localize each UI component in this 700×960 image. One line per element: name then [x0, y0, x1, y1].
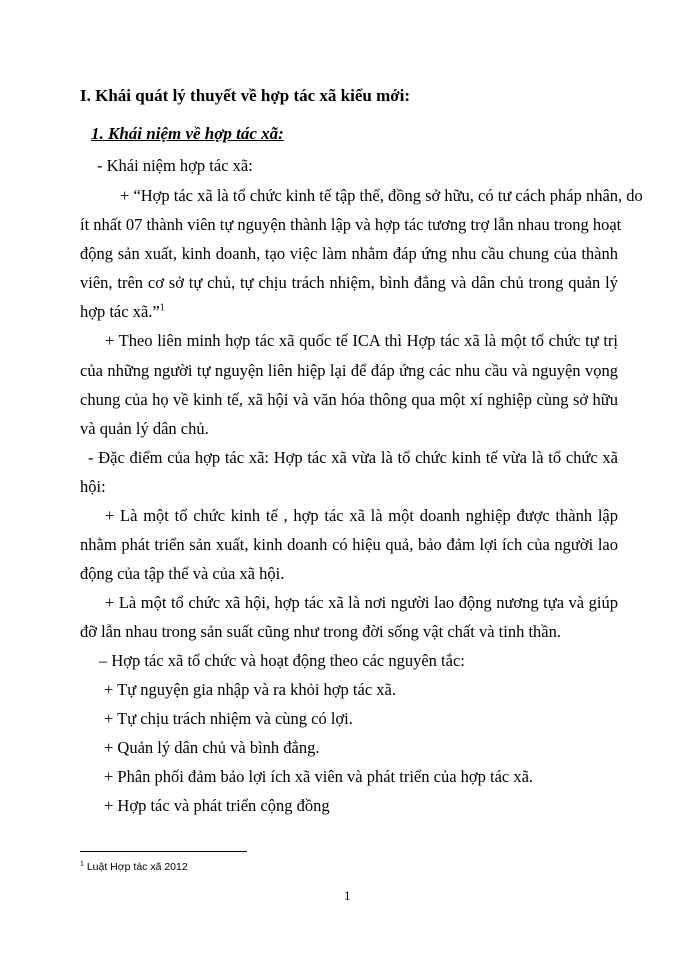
- paragraph-line: + Là một tổ chức xã hội, hợp tác xã là nơi người lao động nương tựa và giúp: [105, 593, 618, 612]
- paragraph-line: và quản lý dân chủ.: [80, 419, 209, 438]
- paragraph-line: động của tập thể và của xã hội.: [80, 564, 285, 583]
- paragraph-line: [80, 302, 165, 322]
- list-item: + Tự chịu trách nhiệm và cùng có lợi.: [104, 709, 353, 728]
- footnote-separator: [80, 851, 247, 852]
- paragraph-line: - Khái niệm hợp tác xã:: [97, 156, 253, 175]
- list-item: + Tự nguyện gia nhập và ra khỏi hợp tác xã.: [104, 680, 396, 699]
- paragraph-line: - Đặc điểm của hợp tác xã: Hợp tác xã vừa là tổ chức kinh tế vừa là tổ chức xã: [88, 448, 618, 467]
- list-item: + Quản lý dân chủ và bình đẳng.: [104, 738, 320, 757]
- paragraph-line: + Là một tổ chức kinh tế , hợp tác xã là một doanh nghiệp được thành lập: [105, 506, 618, 525]
- paragraph-line: viên, trên cơ sở tự chủ, tự chịu trách nhiệm, bình đẳng và dân chủ trong quản lý: [80, 273, 618, 292]
- footnote: [80, 861, 188, 873]
- quote-end: hợp tác xã.”: [80, 302, 160, 321]
- paragraph-line: ít nhất 07 thành viên tự nguyện thành lập và hợp tác tương trợ lẫn nhau trong hoạt: [80, 215, 622, 234]
- paragraph-line: hội:: [80, 477, 106, 496]
- footnote-reference: 1: [159, 302, 165, 314]
- paragraph-line: của những người tự nguyện liên hiệp lại để đáp ứng các nhu cầu và nguyện vọng: [80, 361, 618, 380]
- page-number: 1: [344, 888, 351, 903]
- list-item: + Hợp tác và phát triển cộng đồng: [104, 796, 330, 815]
- paragraph-line: nhằm phát triển sản xuất, kinh doanh có hiệu quả, bảo đảm lợi ích của người lao: [80, 535, 618, 554]
- footnote-text: Luật Hợp tác xã 2012: [86, 861, 188, 873]
- paragraph-line: + Theo liên minh hợp tác xã quốc tế ICA thì Hợp tác xã là một tổ chức tự trị: [105, 331, 618, 350]
- paragraph-line: – Hợp tác xã tổ chức và hoạt động theo các nguyên tắc:: [99, 651, 465, 670]
- footnote-mark: 1: [80, 860, 84, 868]
- section-heading: I. Khái quát lý thuyết về hợp tác xã kiểu mới:: [80, 86, 411, 105]
- paragraph-line: + “Hợp tác xã là tổ chức kinh tế tập thể, đồng sở hữu, có tư cách pháp nhân, do: [120, 186, 643, 205]
- paragraph-line: chung của họ về kinh tế, xã hội và văn hóa thông qua một xí nghiệp cùng sở hữu: [80, 390, 618, 409]
- paragraph-line: đỡ lẫn nhau trong sản suất cũng như trong đời sống vật chất và tinh thần.: [80, 622, 561, 641]
- subsection-heading: 1. Khái niệm về hợp tác xã:: [91, 124, 284, 143]
- paragraph-line: động sản xuất, kinh doanh, tạo việc làm nhằm đáp ứng nhu cầu chung của thành: [80, 244, 618, 263]
- list-item: + Phân phối đảm bảo lợi ích xã viên và phát triển của hợp tác xã.: [104, 767, 534, 786]
